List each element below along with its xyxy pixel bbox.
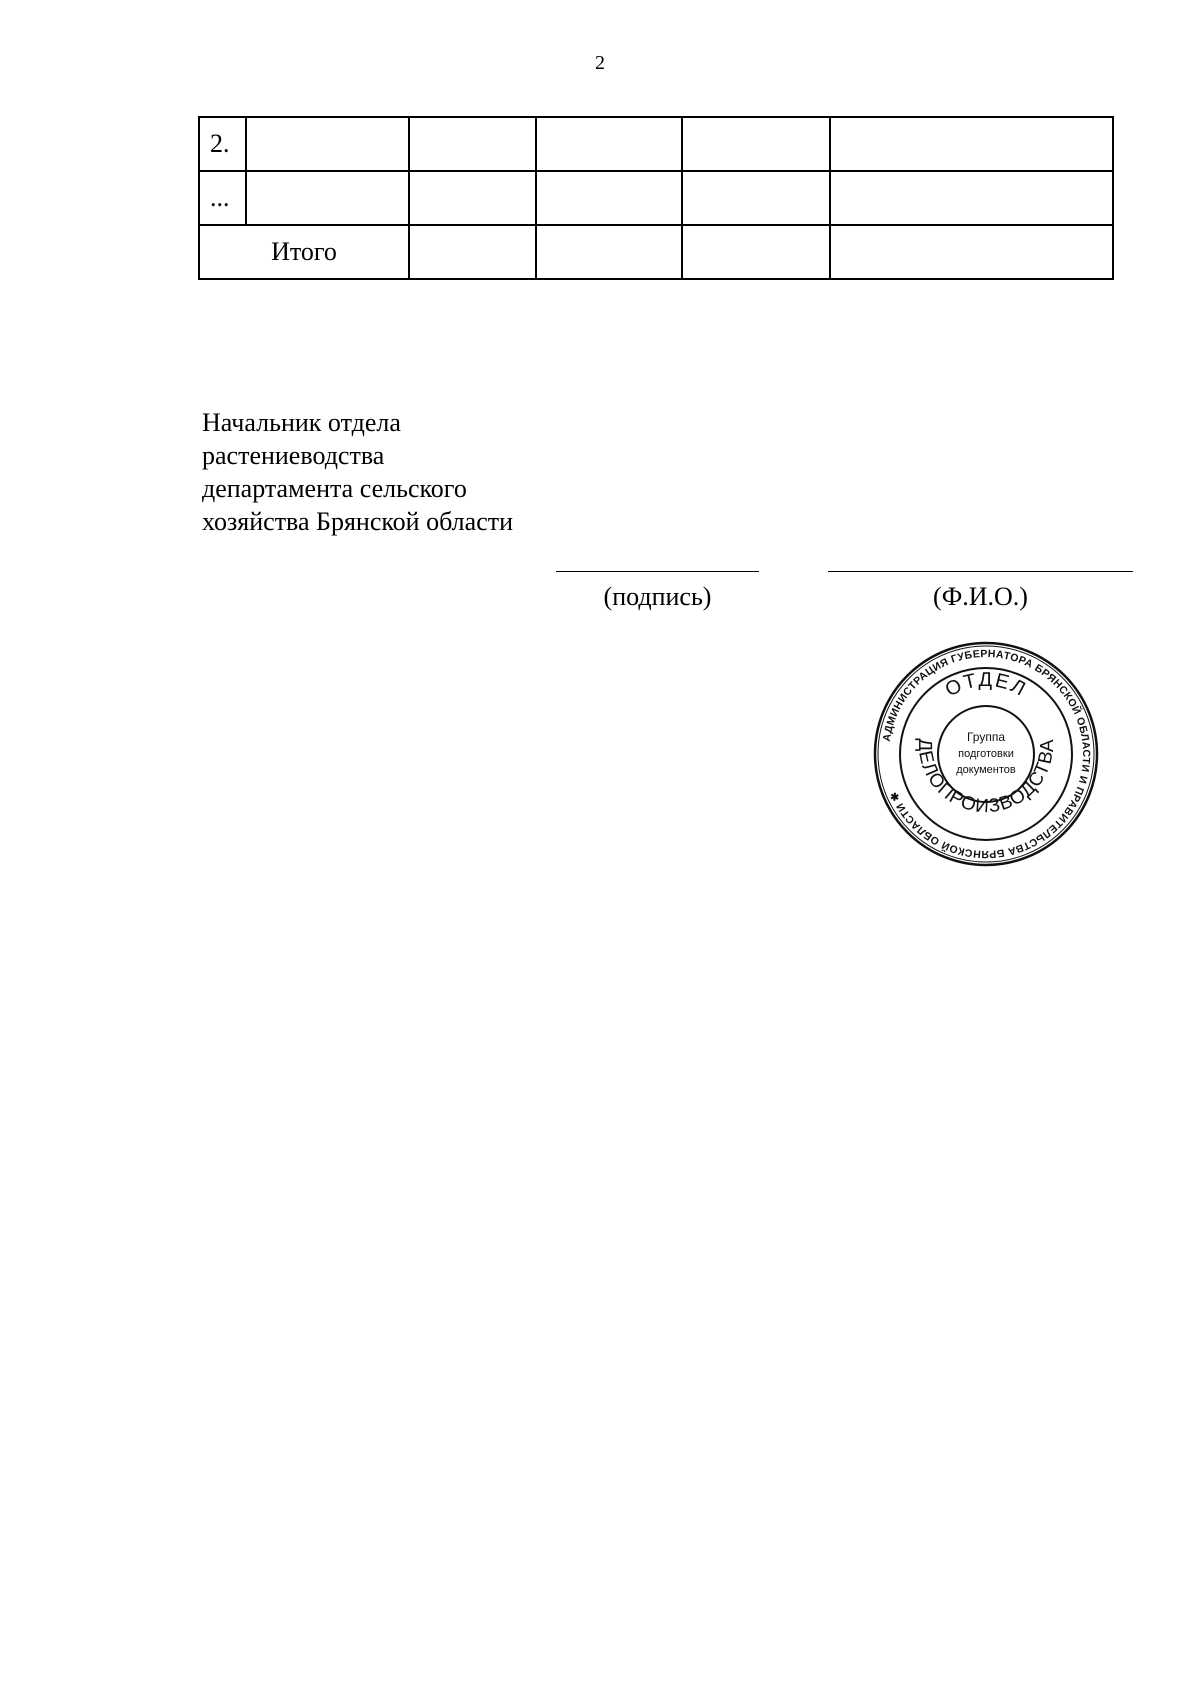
table-cell xyxy=(682,171,830,225)
stamp-arc-text: ДЕЛОПРОИЗВОДСТВА xyxy=(913,738,1059,818)
signature-line xyxy=(556,571,759,572)
page-number: 2 xyxy=(595,52,605,74)
table-cell xyxy=(830,171,1113,225)
table-cell xyxy=(536,225,682,279)
stamp-center-line: подготовки xyxy=(958,748,1014,760)
table-cell xyxy=(830,225,1113,279)
table-cell-number: 2. xyxy=(199,117,246,171)
stamp-outer-text: АДМИНИСТРАЦИЯ ГУБЕРНАТОРА БРЯНСКОЙ ОБЛАСТИ И ПРАВИТЕЛЬСТВА БРЯНСКОЙ ОБЛАСТИ ✱ xyxy=(880,647,1093,861)
fio-caption: (Ф.И.О.) xyxy=(933,582,1028,611)
table-row xyxy=(199,171,1113,225)
table-cell xyxy=(682,225,830,279)
fio-line xyxy=(828,571,1133,572)
table-row xyxy=(199,117,1113,171)
signatory-title xyxy=(202,406,513,538)
table-cell xyxy=(409,171,536,225)
stamp-center-line: Группа xyxy=(966,730,1006,744)
table-cell xyxy=(682,117,830,171)
signatory-title-line: департамента сельского xyxy=(202,474,467,503)
table-cell xyxy=(409,225,536,279)
signatory-title-line: хозяйства Брянской области xyxy=(202,507,514,536)
signatory-title-line: Начальник отдела xyxy=(202,408,401,437)
table-cell xyxy=(246,117,409,171)
table-cell xyxy=(246,171,409,225)
stamp-center-line: документов xyxy=(956,764,1016,776)
official-stamp xyxy=(873,641,1099,867)
table-total-row xyxy=(199,225,1113,279)
table-cell xyxy=(536,171,682,225)
total-label: Итого xyxy=(199,225,409,279)
table-cell xyxy=(830,117,1113,171)
signature-caption: (подпись) xyxy=(603,582,712,611)
data-table xyxy=(198,116,1114,280)
table-cell-number: ... xyxy=(199,171,246,225)
table-cell xyxy=(536,117,682,171)
table-cell xyxy=(409,117,536,171)
stamp-graphic xyxy=(873,641,1099,867)
signatory-title-line: растениеводства xyxy=(202,441,385,470)
stamp-top-text: ОТДЕЛ xyxy=(941,668,1031,702)
